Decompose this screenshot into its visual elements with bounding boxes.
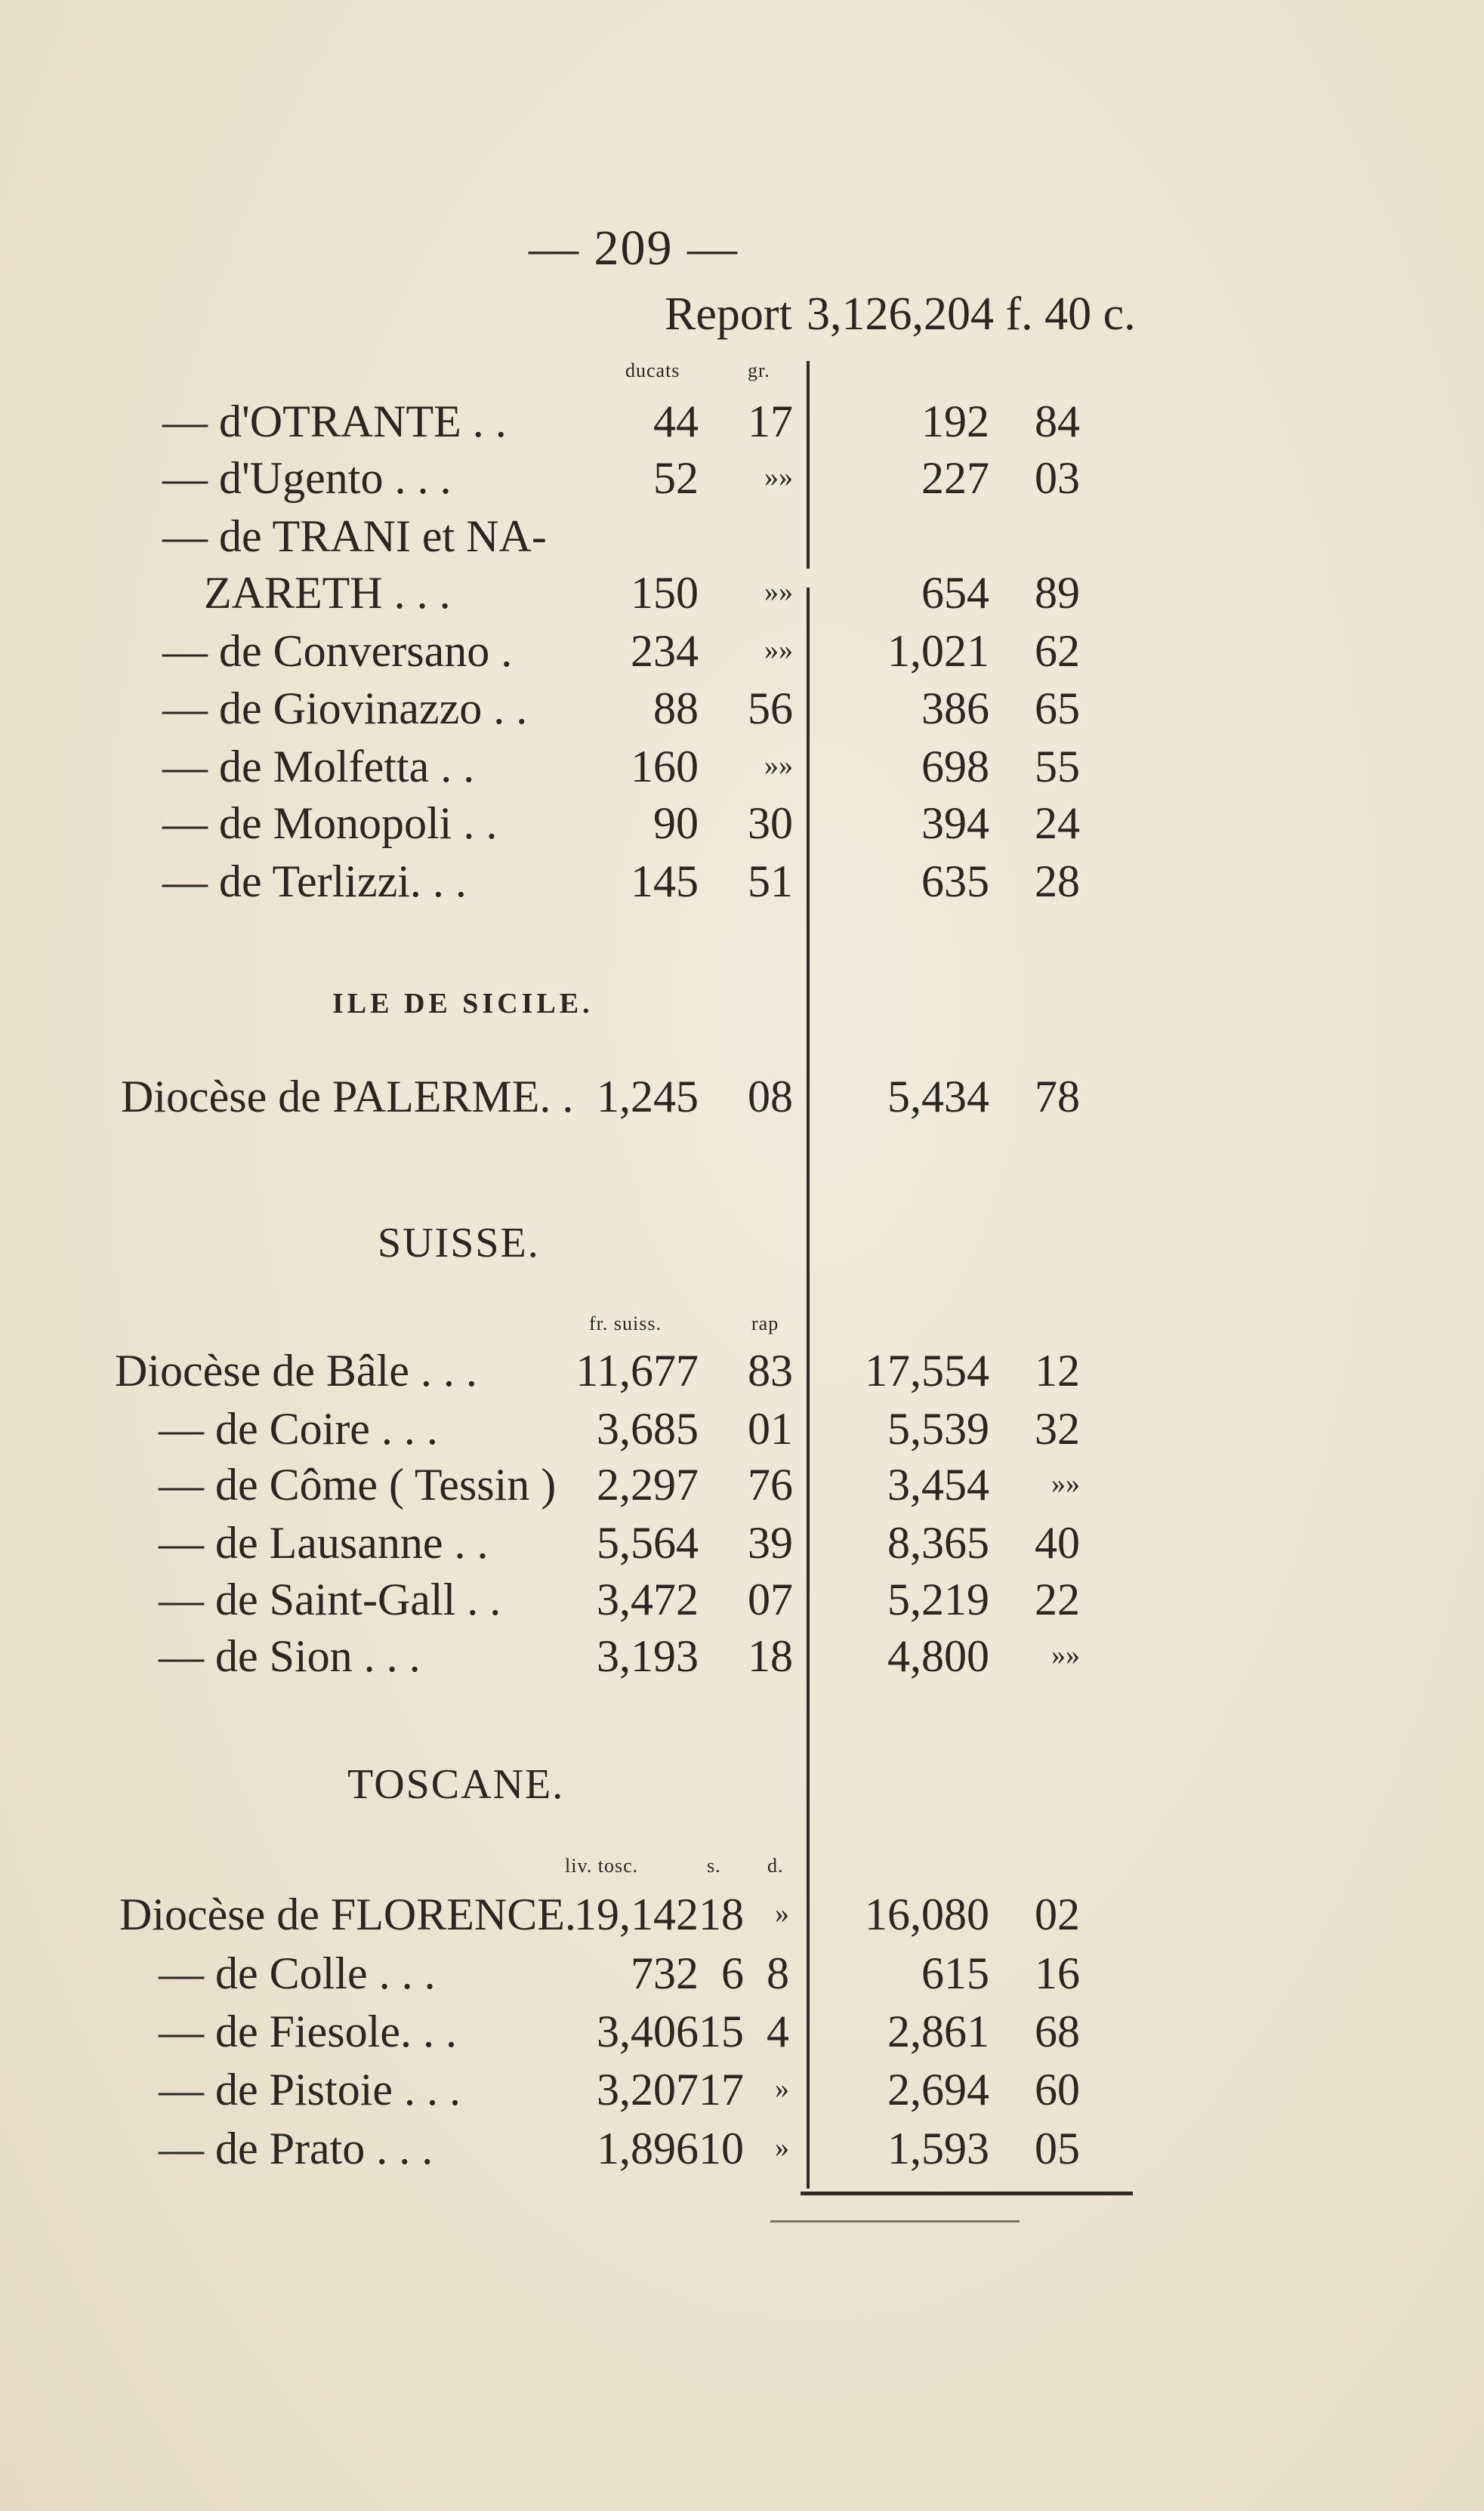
- row-label: — d'OTRANTE . .: [162, 396, 507, 446]
- cell-centimes: 02: [1035, 1889, 1080, 1939]
- cell-centimes: 03: [1035, 453, 1080, 503]
- cell-grains: »»: [764, 461, 793, 493]
- cell-centimes: 65: [1035, 683, 1080, 733]
- cell-rappen: 18: [748, 1631, 793, 1681]
- cell-francs: 635: [921, 856, 989, 906]
- row-label: — d'Ugento . . .: [162, 453, 452, 503]
- unit-ducats: ducats: [625, 359, 680, 381]
- report-label: Report: [665, 288, 792, 340]
- cell-francs: 227: [921, 453, 989, 503]
- unit-lire-toscane: liv. tosc.: [565, 1855, 639, 1877]
- cell-soldi: 18: [699, 1889, 744, 1939]
- cell-grains: »»: [764, 750, 793, 782]
- cell-francs: 698: [921, 742, 989, 791]
- row-label: Diocèse de Bâle . . .: [115, 1346, 477, 1396]
- cell-francs: 17,554: [865, 1346, 989, 1396]
- cell-lire: 19,142: [574, 1889, 699, 1939]
- cell-francs: 5,539: [887, 1404, 989, 1454]
- row-label: — de Monopoli . .: [162, 798, 498, 848]
- cell-lire: 732: [631, 1948, 699, 1998]
- cell-francs: 2,861: [887, 2007, 989, 2056]
- cell-denari: »: [775, 2073, 789, 2105]
- cell-francs: 16,080: [865, 1889, 989, 1939]
- cell-soldi: 6: [721, 1948, 744, 1998]
- column-rule-top: [807, 361, 810, 569]
- row-label: — de Côme ( Tessin ): [159, 1460, 557, 1510]
- cell-rappen: 83: [748, 1346, 793, 1396]
- cell-centimes: 78: [1035, 1072, 1080, 1121]
- row-label: — de Pistoie . . .: [159, 2065, 461, 2115]
- cell-lire: 3,207: [597, 2065, 699, 2115]
- row-label: — de Terlizzi. . .: [162, 856, 467, 906]
- cell-centimes: 68: [1035, 2007, 1080, 2056]
- row-label: — de Lausanne . .: [159, 1518, 489, 1568]
- cell-francs-suisses: 3,685: [597, 1404, 699, 1454]
- cell-rappen: 01: [748, 1404, 793, 1454]
- cell-centimes: 62: [1035, 626, 1080, 676]
- cell-centimes: 16: [1035, 1948, 1080, 1998]
- cell-centimes: 24: [1035, 798, 1080, 848]
- unit-rappen: rap: [751, 1313, 779, 1334]
- cell-francs: 3,454: [887, 1460, 989, 1510]
- cell-soldi: 10: [699, 2124, 744, 2173]
- cell-centimes: 32: [1035, 1404, 1080, 1454]
- row-label: — de Prato . . .: [159, 2124, 433, 2173]
- report-total: 3,126,204 f. 40 c.: [807, 288, 1136, 340]
- unit-francs-suisses: fr. suiss.: [589, 1313, 662, 1334]
- section-title-toscane: TOSCANE.: [347, 1761, 565, 1808]
- cell-francs-suisses: 2,297: [597, 1460, 699, 1510]
- cell-centimes: 84: [1035, 396, 1080, 446]
- cell-francs: 192: [921, 396, 989, 446]
- total-rule-faint: [770, 2220, 1020, 2223]
- cell-grains: 56: [748, 683, 793, 733]
- cell-grains: 08: [748, 1072, 793, 1121]
- row-label: — de Saint-Gall . .: [159, 1575, 501, 1624]
- cell-francs-suisses: 5,564: [597, 1518, 699, 1568]
- cell-francs: 4,800: [887, 1631, 989, 1681]
- cell-centimes: 60: [1035, 2065, 1080, 2115]
- cell-ducats: 160: [631, 742, 699, 791]
- cell-francs: 394: [921, 798, 989, 848]
- cell-centimes: 28: [1035, 856, 1080, 906]
- cell-rappen: 39: [748, 1518, 793, 1568]
- cell-centimes: 22: [1035, 1575, 1080, 1624]
- cell-ducats: 234: [631, 626, 699, 676]
- cell-francs: 615: [921, 1948, 989, 1998]
- unit-soldi: s.: [707, 1855, 721, 1877]
- cell-grains: 51: [748, 856, 793, 906]
- row-label: Diocèse de PALERME. .: [121, 1072, 574, 1121]
- row-label: — de Molfetta . .: [162, 742, 475, 791]
- cell-soldi: 15: [699, 2007, 744, 2056]
- row-label: — de TRANI et NA-: [162, 511, 547, 561]
- cell-lire: 3,406: [597, 2007, 699, 2056]
- cell-ducats: 90: [653, 798, 699, 848]
- unit-grains: gr.: [748, 359, 770, 381]
- cell-centimes: 89: [1035, 568, 1080, 618]
- row-label: — de Colle . . .: [159, 1948, 436, 1998]
- cell-soldi: 17: [699, 2065, 744, 2115]
- cell-francs: 5,219: [887, 1575, 989, 1624]
- cell-grains: »»: [764, 634, 793, 666]
- cell-centimes: 12: [1035, 1346, 1080, 1396]
- section-title-sicile: ILE DE SICILE.: [332, 988, 594, 1020]
- column-rule: [807, 588, 810, 2189]
- cell-francs: 1,021: [887, 626, 989, 676]
- cell-denari: 4: [767, 2007, 789, 2056]
- cell-rappen: 76: [748, 1460, 793, 1510]
- cell-francs: 2,694: [887, 2065, 989, 2115]
- cell-centimes: 55: [1035, 742, 1080, 791]
- cell-francs: 8,365: [887, 1518, 989, 1568]
- cell-centimes: »»: [1051, 1468, 1080, 1500]
- row-label: — de Giovinazzo . .: [162, 683, 528, 733]
- cell-grains: »»: [764, 576, 793, 608]
- cell-ducats: 88: [653, 683, 699, 733]
- cell-centimes: »»: [1051, 1640, 1080, 1671]
- cell-grains: 30: [748, 798, 793, 848]
- cell-centimes: 40: [1035, 1518, 1080, 1568]
- cell-francs: 654: [921, 568, 989, 618]
- cell-grains: 17: [748, 396, 793, 446]
- cell-ducats: 44: [653, 396, 699, 446]
- cell-rappen: 07: [748, 1575, 793, 1624]
- row-label: ZARETH . . .: [204, 568, 451, 618]
- cell-centimes: 05: [1035, 2124, 1080, 2173]
- unit-denari: d.: [767, 1855, 784, 1877]
- section-title-suisse: SUISSE.: [378, 1220, 540, 1266]
- cell-ducats: 145: [631, 856, 699, 906]
- row-label: Diocèse de FLORENCE.: [119, 1889, 576, 1939]
- cell-francs-suisses: 11,677: [575, 1346, 699, 1396]
- cell-francs-suisses: 3,472: [597, 1575, 699, 1624]
- cell-francs: 1,593: [887, 2124, 989, 2173]
- total-rule: [801, 2192, 1133, 2195]
- cell-francs: 386: [921, 683, 989, 733]
- row-label: — de Coire . . .: [159, 1404, 438, 1454]
- cell-denari: 8: [767, 1948, 789, 1998]
- page-number: — 209 —: [529, 221, 739, 276]
- cell-francs-suisses: 3,193: [597, 1631, 699, 1681]
- row-label: — de Sion . . .: [159, 1631, 421, 1681]
- cell-ducats: 52: [653, 453, 699, 503]
- cell-denari: »: [775, 2132, 789, 2164]
- cell-lire: 1,896: [597, 2124, 699, 2173]
- cell-denari: »: [775, 1898, 789, 1930]
- cell-ducats: 150: [631, 568, 699, 618]
- cell-francs: 5,434: [887, 1072, 989, 1121]
- row-label: — de Conversano .: [162, 626, 513, 676]
- cell-ducats: 1,245: [597, 1072, 699, 1121]
- row-label: — de Fiesole. . .: [159, 2007, 457, 2056]
